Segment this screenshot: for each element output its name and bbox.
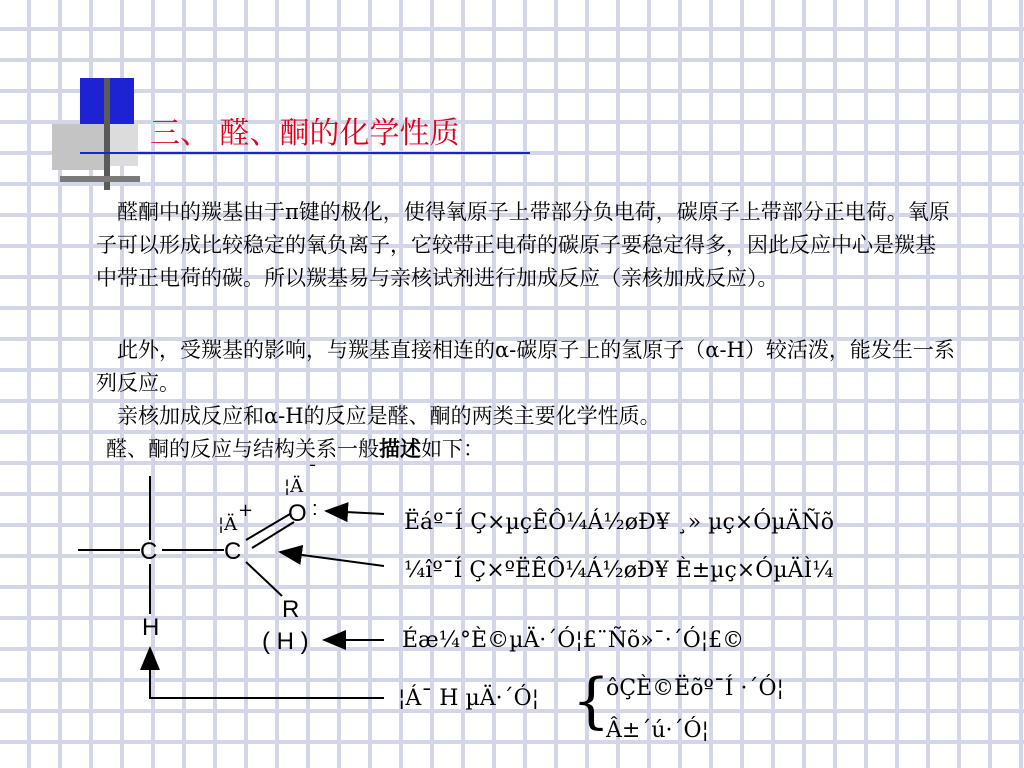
- arrow-to-oxygen: [326, 511, 384, 514]
- paragraph-structure-relation-lead: 醛、酮的反应与结构关系一般: [106, 437, 379, 461]
- alpha-hydrogen-label: H: [142, 614, 160, 641]
- oxygen-partial-charge: ¦Ä: [284, 476, 304, 497]
- paragraph-main-reactions-text: 亲核加成反应和α-H的反应是醛、酮的两类主要化学性质。: [117, 404, 661, 428]
- oxygen-minus-sign: ¯: [308, 462, 317, 483]
- r-group-label: R: [282, 596, 300, 623]
- alpha-carbon-label: C: [140, 538, 158, 565]
- aldehyde-hydrogen-label: ( H ): [262, 628, 309, 655]
- c-r-bond: [246, 562, 282, 596]
- oxygen-annotation: Ëáº¯Í Ç×µçÊÔ¼Á½øÐ¥ ¸» µç×ÓµÄÑõ: [404, 510, 834, 535]
- arrow-to-carbonyl-carbon: [280, 552, 384, 566]
- carbon-annotation: ¼îº¯Í Ç×ºËÊÔ¼Á½øÐ¥ È±µç×ÓµÄÌ¼: [404, 558, 834, 583]
- reaction-branch-brace: {: [572, 666, 611, 736]
- paragraph-structure-relation-emphasis: 描述: [379, 436, 421, 461]
- paragraph-carbonyl-polarity-text: 醛酮中的羰基由于π键的极化，使得氧原子上带部分负电荷，碳原子上带部分正电荷。氧原子可以形成比较稳定的氧负离子，它较带正电荷的碳原子要稳定得多，因此反应中心是羰基中带正电荷的碳。所以羰基易与亲核试剂进行加成反应（亲核加成反应）。: [96, 200, 950, 290]
- aldehyde-h-annotation: Éæ¼°È©µÄ·´Ó¦£¨Ñõ»¯·´Ó¦£©: [402, 628, 745, 653]
- oxygen-lone-pair: :: [312, 498, 318, 520]
- paragraph-alpha-hydrogen-text: 此外，受羰基的影响，与羰基直接相连的α-碳原子上的氢原子（α-H）较活泼，能发生一系列反应。: [96, 338, 955, 395]
- carbonyl-carbon-label: C: [224, 538, 242, 565]
- carbon-partial-charge: ¦Ä: [218, 514, 238, 535]
- alpha-h-branch-2: Â±´ú·´Ó¦: [606, 718, 709, 743]
- carbon-plus-sign: +: [238, 500, 254, 521]
- alpha-h-branch-1: ôÇÈ©Ëõº¯Í ·´Ó¦: [606, 676, 784, 701]
- alpha-h-annotation: ¦Á¯ H µÄ·´Ó¦: [398, 686, 540, 711]
- paragraph-structure-relation-tail: 如下：: [421, 437, 484, 461]
- slide-title: 三、 醛、酮的化学性质: [150, 116, 460, 151]
- oxygen-label: O: [288, 500, 307, 527]
